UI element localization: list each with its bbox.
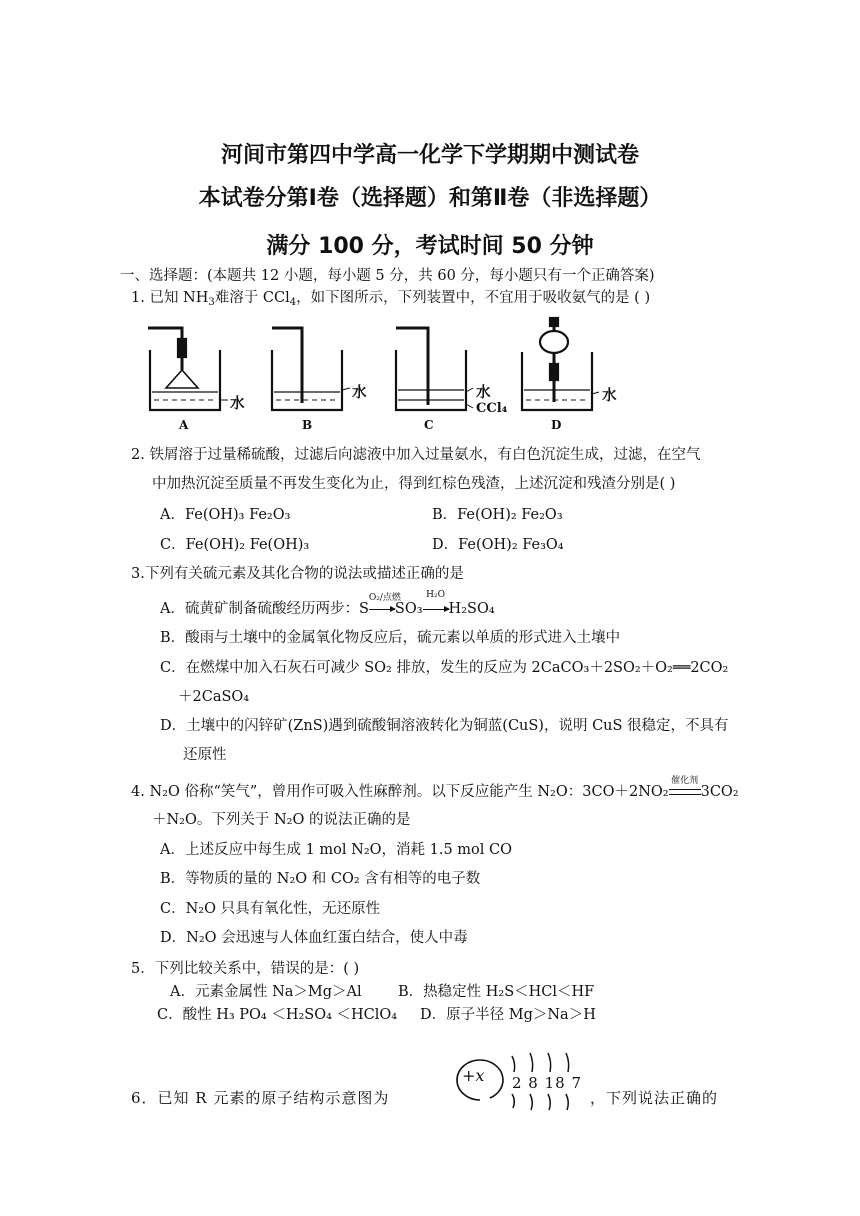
q2-option-d: D．Fe(OH)₂ Fe₃O₄ xyxy=(432,537,564,553)
q4-catalyst: 催化剂 xyxy=(671,776,699,786)
q1-apparatus-figure xyxy=(140,312,630,434)
nucleus-charge: +x xyxy=(462,1066,485,1085)
score-time-line: 满分 100 分，考试时间 50 分钟 xyxy=(266,234,594,259)
double-line-icon xyxy=(669,789,701,795)
electron-shells: 2 8 18 7 xyxy=(512,1074,583,1092)
q3-arrow1 xyxy=(368,593,401,617)
exam-title: 河间市第四中学高一化学下学期期中测试卷 xyxy=(220,143,639,168)
q4-line1-a: 4. N₂O 俗称“笑气”，曾用作可吸入性麻醉剂。以下反应能产生 N₂O：3CO＋2NO₂ xyxy=(131,784,669,800)
q5-option-b: B．热稳定性 H₂S＜HCl＜HF xyxy=(398,984,595,1000)
label-a: A xyxy=(179,418,189,432)
label-ccl4: CCl₄ xyxy=(476,401,508,416)
label-water-a: 水 xyxy=(230,395,245,412)
q1-text-b: 难溶于 CCl xyxy=(214,290,290,306)
q3-option-d-line2: 还原性 xyxy=(183,747,227,763)
q1-text-a: 1. 已知 NH xyxy=(131,290,209,306)
q4-line1-b: 3CO₂ xyxy=(700,784,739,800)
q2-option-a: A．Fe(OH)₃ Fe₂O₃ xyxy=(160,507,291,523)
q4-option-a: A．上述反应中每生成 1 mol N₂O，消耗 1.5 mol CO xyxy=(160,842,513,858)
q5-option-d: D．原子半径 Mg＞Na＞H xyxy=(420,1007,596,1023)
q3-stem: 3.下列有关硫元素及其化合物的说法或描述正确的是 xyxy=(131,566,464,582)
q4-line2: ＋N₂O。下列关于 N₂O 的说法正确的是 xyxy=(152,812,411,828)
q3-cond1: O₂/点燃 xyxy=(368,593,401,603)
arrow-icon xyxy=(369,609,395,610)
q1-text-c: ，如下图所示，下列装置中，不宜用于吸收氨气的是 ( ) xyxy=(296,290,651,306)
q3-option-d-line1: D．土壤中的闪锌矿(ZnS)遇到硫酸铜溶液转化为铜蓝(CuS)，说明 CuS 很稳定，不具有 xyxy=(160,718,729,734)
q1-stem xyxy=(131,286,650,307)
label-water-b: 水 xyxy=(352,384,367,401)
q3-a-end: H₂SO₄ xyxy=(448,601,495,617)
q4-option-c: C．N₂O 只具有氧化性，无还原性 xyxy=(160,901,381,917)
arrow-icon xyxy=(423,609,449,610)
q1-sub3: 3 xyxy=(208,297,215,308)
q6-text-b: ，下列说法正确的 xyxy=(590,1089,719,1107)
q2-option-b: B．Fe(OH)₂ Fe₂O₃ xyxy=(432,507,563,523)
q3-cond2: H₂O xyxy=(426,590,445,600)
label-c: C xyxy=(424,418,434,432)
q3-a-prefix: A．硫黄矿制备硫酸经历两步：S xyxy=(160,601,369,617)
label-water-c: 水 xyxy=(476,384,491,401)
q4-equals xyxy=(669,776,701,800)
exam-subtitle: 本试卷分第Ⅰ卷（选择题）和第Ⅱ卷（非选择题） xyxy=(198,186,662,211)
q3-arrow2 xyxy=(423,590,449,617)
q3-option-a xyxy=(160,590,495,618)
q1-sub4: 4 xyxy=(289,297,297,308)
q5-stem: 5．下列比较关系中，错误的是：( ) xyxy=(131,961,360,977)
q4-line1 xyxy=(131,776,739,801)
section-heading: 一、选择题：(本题共 12 小题，每小题 5 分，共 60 分，每小题只有一个正确答案) xyxy=(120,268,655,284)
q4-option-b: B．等物质的量的 N₂O 和 CO₂ 含有相等的电子数 xyxy=(160,871,481,887)
label-water-d: 水 xyxy=(602,387,617,404)
q3-option-b: B．酸雨与土壤中的金属氧化物反应后，硫元素以单质的形式进入土壤中 xyxy=(160,630,621,646)
q2-option-c: C．Fe(OH)₂ Fe(OH)₃ xyxy=(160,537,310,553)
q6-text-a: 6．已知 R 元素的原子结构示意图为 xyxy=(131,1089,390,1107)
q2-line2: 中加热沉淀至质量不再发生变化为止，得到红棕色残渣，上述沉淀和残渣分别是( ) xyxy=(152,476,676,492)
q4-option-d: D．N₂O 会迅速与人体血红蛋白结合，使人中毒 xyxy=(160,930,468,946)
q2-line1: 2. 铁屑溶于过量稀硫酸，过滤后向滤液中加入过量氨水，有白色沉淀生成，过滤，在空气 xyxy=(131,447,701,463)
label-d: D xyxy=(551,418,562,432)
label-b: B xyxy=(302,418,313,432)
q5-option-c: C．酸性 H₃ PO₄ ＜H₂SO₄ ＜HClO₄ xyxy=(157,1007,398,1023)
q5-option-a: A．元素金属性 Na＞Mg＞Al xyxy=(170,984,362,1000)
q3-a-mid: SO₃ xyxy=(394,601,423,617)
q3-option-c-line2: ＋2CaSO₄ xyxy=(178,689,250,705)
q3-option-c-line1: C．在燃煤中加入石灰石可减少 SO₂ 排放，发生的反应为 2CaCO₃＋2SO₂＋O₂══2CO₂ xyxy=(160,660,729,676)
